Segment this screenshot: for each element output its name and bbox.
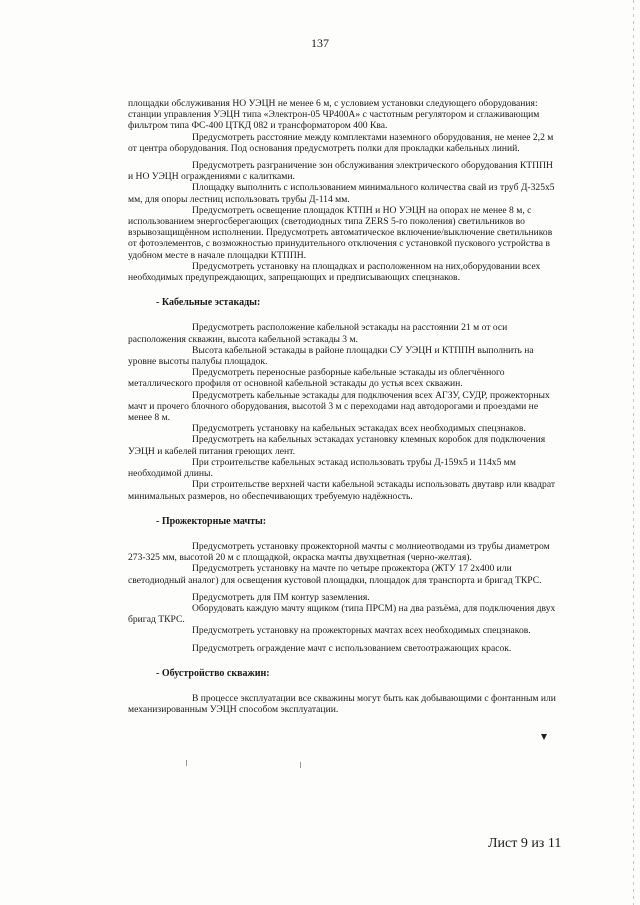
section-heading: - Обустройство скважин: — [156, 668, 560, 679]
paragraph: Высота кабельной эстакады в районе площадки СУ УЭЦН и КТППН выполнить на уровне высоты палубы площадок. — [128, 344, 534, 368]
scan-speck — [186, 760, 187, 766]
paragraph: площадки обслуживания НО УЭЦН не менее 6 м, с условием установки следующего оборудования: станции управления УЭЦН типа «Электрон-05 ЧР400А» с частотным регулятором и сглаживающим фильтром типа ФС-400 ЦТКД 082 и трансформатором 400 Ква. — [128, 98, 540, 132]
paragraph: Предусмотреть расстояние между комплектами наземного оборудования, не менее 2,2 м от центра оборудования. Под основания предусмотреть полки для прокладки кабельных линий. — [128, 131, 554, 154]
pen-mark-icon — [541, 734, 547, 740]
paragraph: Предусмотреть кабельные эстакады для подключения всех АГЗУ, СУДР, прожекторных мачт и прочего блочного оборудования, высотой 3 м с переходами над автодорогами и проездами не менее 8 м. — [128, 389, 550, 424]
paragraph: При строительстве кабельных эстакад использовать трубы Д-159х5 и 114х5 мм необходимой длины. — [128, 456, 516, 480]
paragraph: Оборудовать каждую мачту ящиком (типа ПРСМ) на два разъёма, для подключения двух бригад ТКРС. — [128, 602, 556, 626]
scan-speck — [300, 762, 301, 768]
scan-edge — [633, 0, 634, 905]
section-heading: - Прожекторные мачты: — [156, 516, 560, 527]
paragraph: Предусмотреть освещение площадок КТПН и НО УЭЦН на опорах не менее 8 м, с использованием энергосберегающих (светодиодных типа ZERS 5-го поколения) светильников во взрывозащищённом исполнении. Предусмотреть автоматическое включение/выключение светильников от фотоэлементов, с возможностью принудительного отключения с установкой пускового устройства в удобном месте в начале площадки КТППН. — [128, 204, 553, 261]
section-heading: - Кабельные эстакады: — [156, 297, 560, 308]
page-number: 137 — [311, 36, 329, 50]
paragraph: Предусмотреть переносные разборные кабельные эстакады из облегчённого металлического профиля от основной кабельной эстакады до устья всех скважин. — [128, 367, 505, 390]
paragraph: Предусмотреть установку на прожекторных мачтах всех необходимых спецзнаков. — [192, 625, 531, 637]
paragraph: Предусмотреть ограждение мачт с использованием светоотражающих красок. — [192, 642, 512, 654]
paragraph: В процессе эксплуатации все скважины могут быть как добывающими с фонтанным или механизированным УЭЦН способом эксплуатации. — [128, 692, 556, 716]
paragraph: Предусмотреть установку на мачте по четыре прожектора (ЖТУ 17 2х400 или светодиодный аналог) для освещения кустовой площадки, площадок для транспорта и бригад ТКРС. — [128, 563, 542, 586]
paragraph: Предусмотреть на кабельных эстакадах установку клемных коробок для подключения УЭЦН и кабелей питания греющих лент. — [128, 434, 546, 457]
paragraph: Площадку выполнить с использованием минимального количества свай из труб Д-325х5 мм, для опоры лестниц использовать трубы Д-114 мм. — [128, 182, 555, 205]
paragraph: Предусмотреть установку прожекторной мачты с молниеотводами из трубы диаметром 273-325 мм, высотой 20 м с площадкой, окраска мачты двухцветная (черно-желтая). — [128, 540, 550, 564]
paragraph: При строительстве верхней части кабельной эстакады использовать двутавр или квадрат минимальных размеров, но обеспечивающих требуемую надёжность. — [128, 479, 556, 502]
paragraph: Предусмотреть установку на кабельных эстакадах всех необходимых спецзнаков. — [192, 423, 526, 435]
paragraph: Предусмотреть для ПМ контур заземления. — [192, 591, 370, 603]
paragraph: Предусмотреть установку на площадках и расположенном на них,оборудовании всех необходимых предупреждающих, запрещающих и предписывающих спецзнаков. — [128, 260, 541, 284]
document-body — [128, 98, 560, 715]
paragraph: Предусмотреть разграничение зон обслуживания электрического оборудования КТППН и НО УЭЦН ограждениями с калитками. — [128, 160, 553, 183]
paragraph: Предусмотреть расположение кабельной эстакады на расстоянии 21 м от оси расположения скважин, высота кабельной эстакады 3 м. — [128, 322, 508, 345]
sheet-counter: Лист 9 из 11 — [488, 836, 562, 851]
